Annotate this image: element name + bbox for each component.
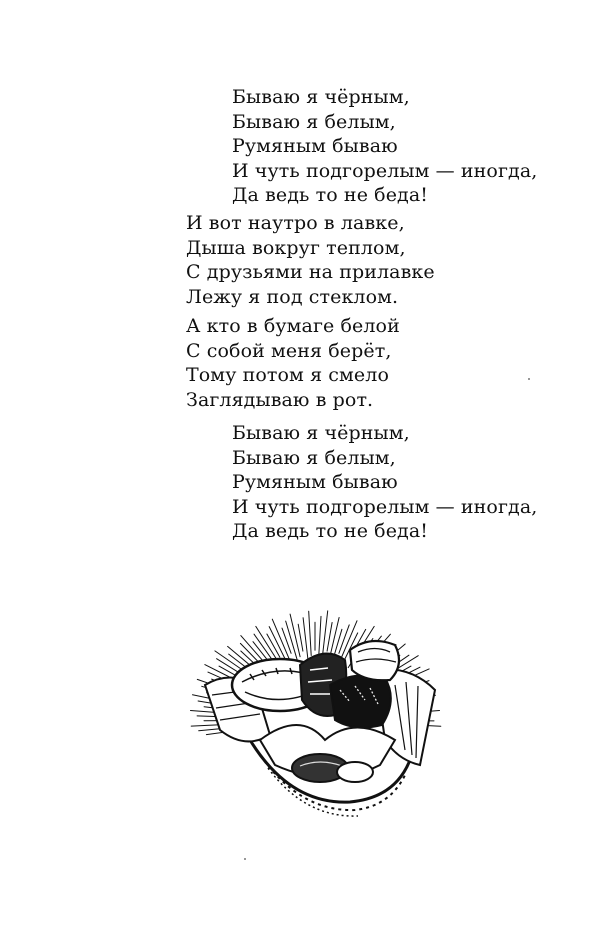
hatch-stroke: [256, 626, 279, 663]
poem-line: А кто в бумаге белой: [186, 315, 400, 337]
stanza-2: [186, 211, 435, 309]
poem-line: Бываю я чёрным,: [232, 86, 410, 108]
poem-line: Заглядываю в рот.: [186, 388, 374, 411]
stanza-4: [232, 421, 537, 544]
stanza-1: [232, 85, 537, 208]
poem-line: Бываю я белым,: [232, 446, 396, 469]
bread-basket-icon: [150, 590, 450, 820]
hatch-stroke: [309, 611, 312, 655]
print-speck: [244, 858, 246, 860]
poem-line: Румяным бываю: [232, 471, 398, 493]
hatch-stroke: [323, 611, 328, 656]
poem-line: Бываю я чёрным,: [232, 422, 410, 444]
poem-line: С собой меня берёт,: [186, 339, 392, 362]
poem-line: С друзьями на прилавке: [186, 261, 435, 283]
poem-line: Да ведь то не беда!: [232, 520, 429, 542]
poem-line: Тому потом я смело: [186, 364, 389, 386]
print-speck: [528, 378, 530, 380]
hatch-stroke: [290, 614, 300, 657]
hatch-stroke: [327, 623, 332, 652]
poem-line: Дыша вокруг теплом,: [186, 236, 406, 259]
hatch-stroke: [298, 624, 303, 651]
stanza-3: [186, 314, 400, 412]
poem-line: И вот наутро в лавке,: [186, 212, 405, 234]
hatch-stroke: [282, 628, 291, 653]
poem-line: И чуть подгорелым — иногда,: [232, 159, 538, 182]
poem-line: И чуть подгорелым — иногда,: [232, 495, 538, 518]
hatch-stroke: [339, 625, 349, 653]
poem-line: Да ведь то не беда!: [232, 184, 429, 206]
poem-line: Бываю я белым,: [232, 110, 396, 133]
poem-line: Лежу я под стеклом.: [186, 285, 399, 308]
poem-line: Румяным бываю: [232, 135, 398, 157]
hatch-stroke: [303, 618, 308, 661]
